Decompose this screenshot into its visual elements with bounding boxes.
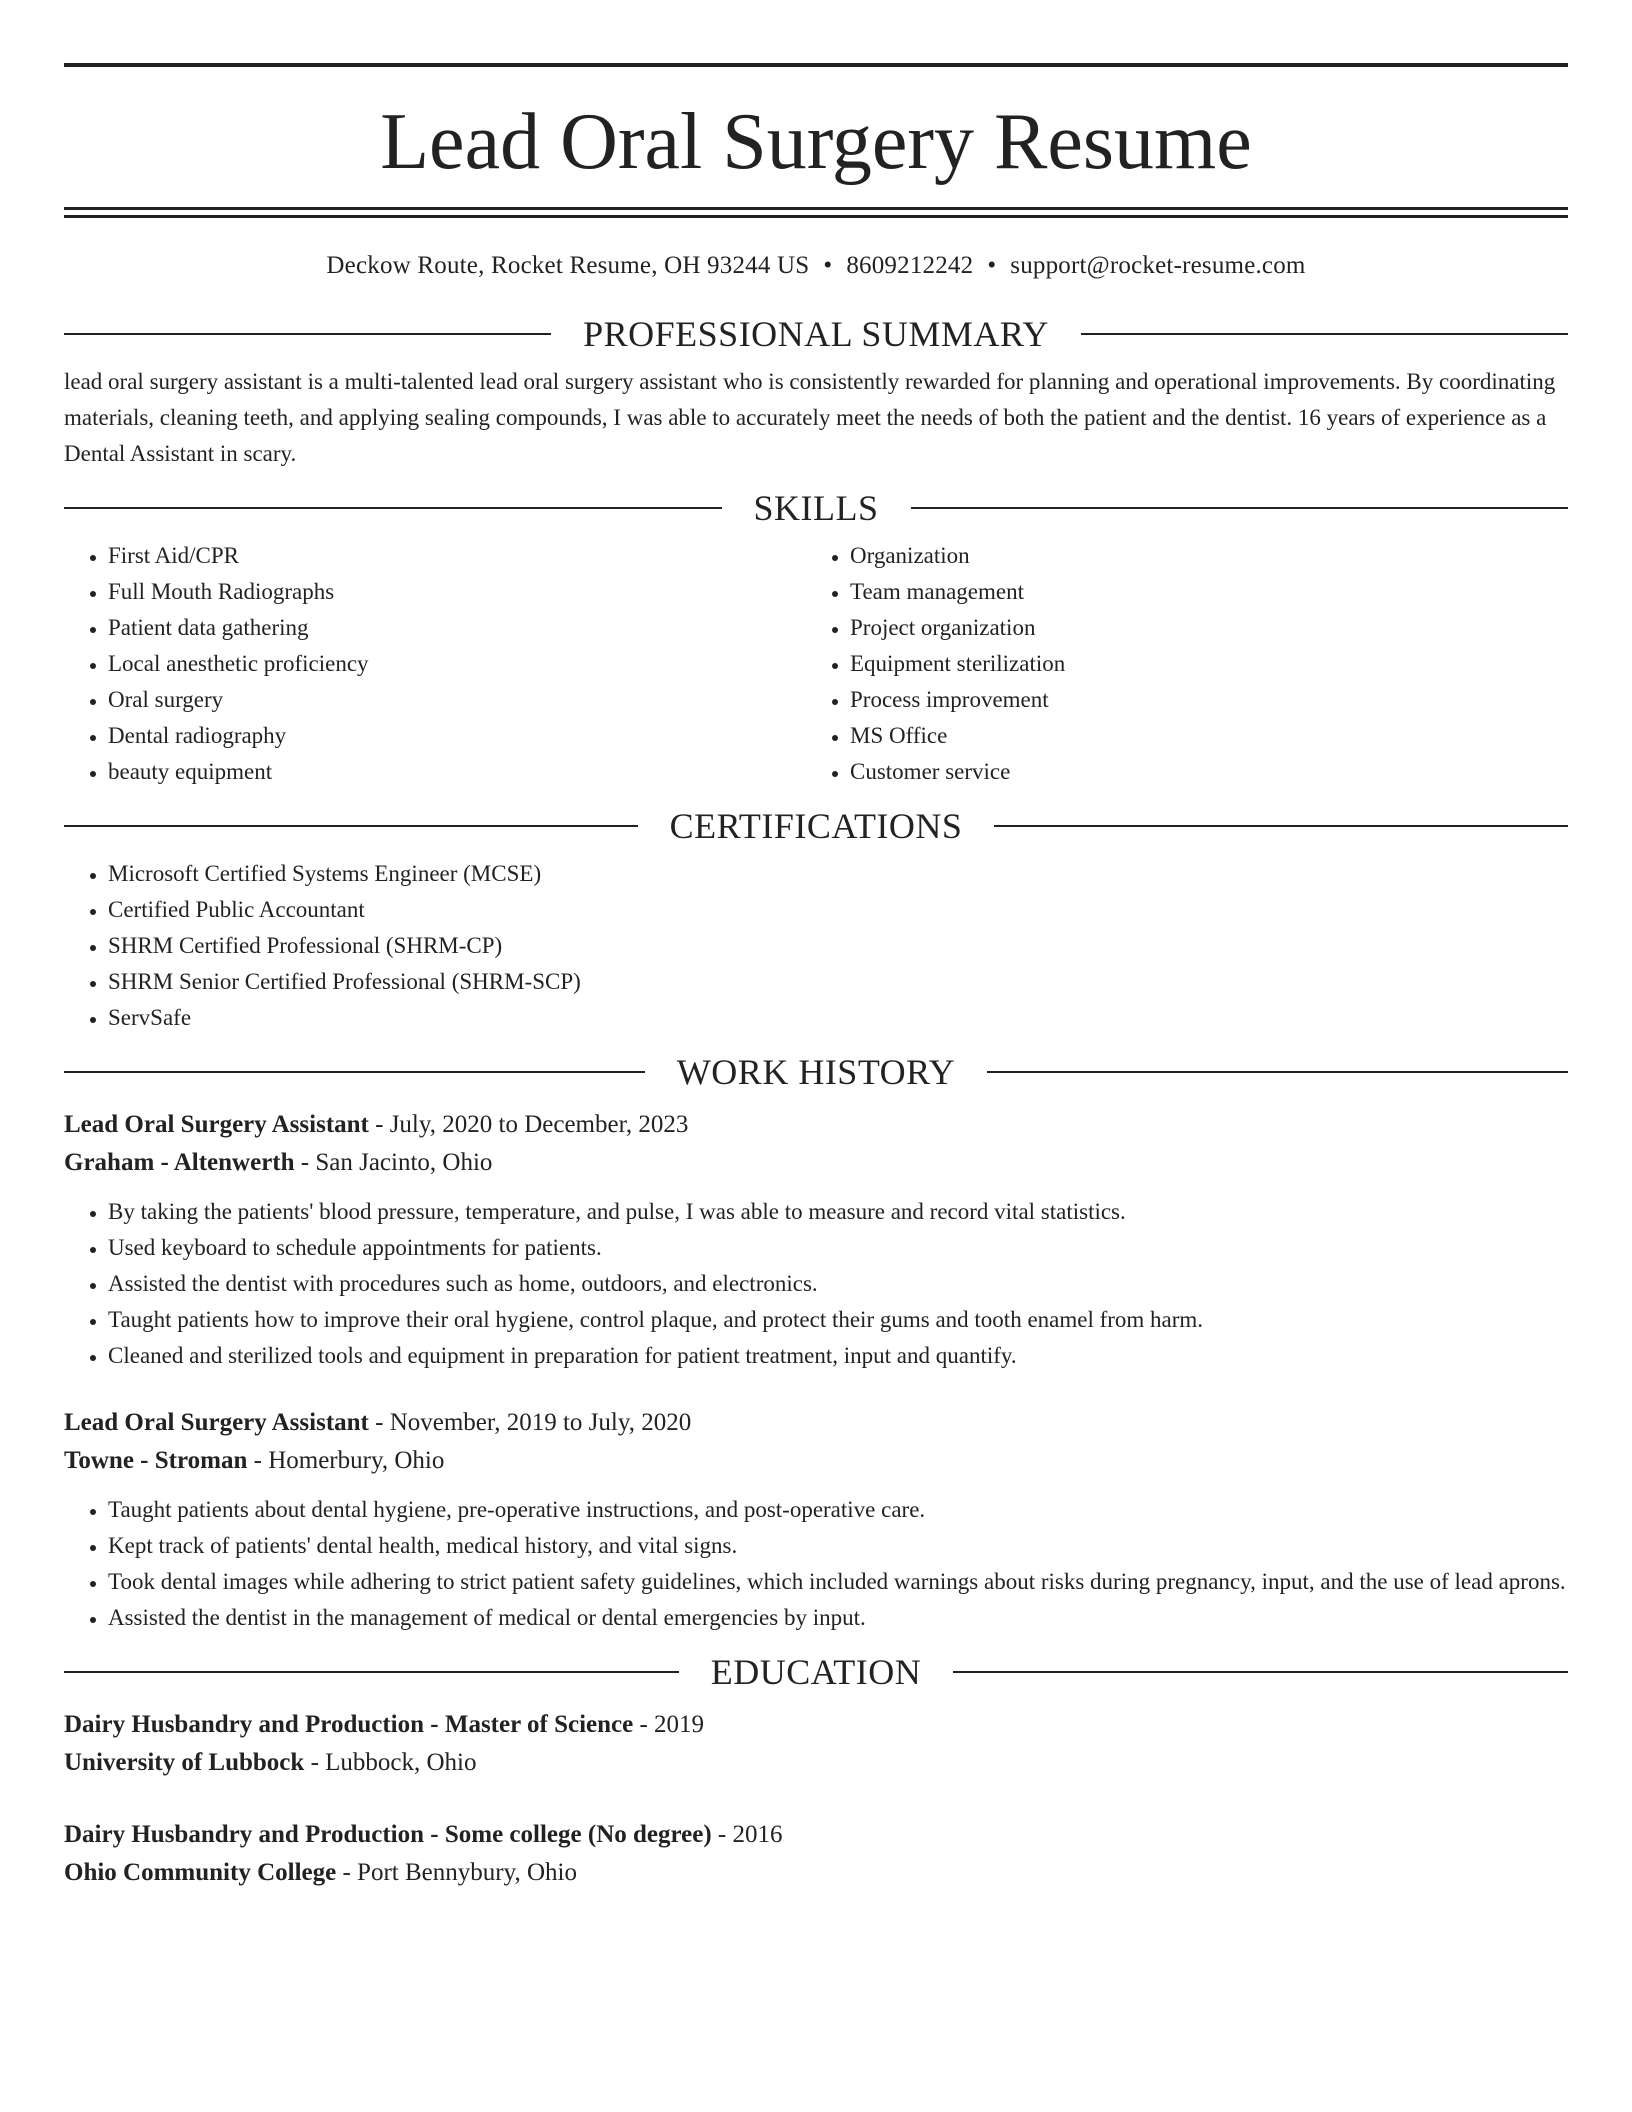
heading-rule: [987, 1071, 1568, 1073]
certification-item: • Microsoft Certified Systems Engineer (MCSE): [108, 856, 1568, 892]
job-bullet: • Cleaned and sterilized tools and equipment in preparation for patient treatment, input and quantify.: [108, 1338, 1568, 1374]
job-bullets: [64, 1194, 1568, 1374]
heading-rule: [64, 1671, 679, 1673]
job-company-line: [64, 1442, 1568, 1480]
heading-rule: [1081, 333, 1568, 335]
resume-page: [64, 63, 1568, 1892]
skill-item: • Customer service: [850, 754, 1548, 790]
contact-address: Deckow Route, Rocket Resume, OH 93244 US: [326, 252, 810, 279]
certification-item: • Certified Public Accountant: [108, 892, 1568, 928]
heading-rule: [953, 1671, 1568, 1673]
skill-item: • Process improvement: [850, 682, 1548, 718]
job-bullet: • Used keyboard to schedule appointments for patients.: [108, 1230, 1568, 1266]
education-school: University of Lubbock: [64, 1749, 305, 1776]
education-school-line: [64, 1744, 1568, 1782]
heading-rule: [64, 825, 638, 827]
contact-separator: •: [987, 252, 997, 279]
job-bullet: • Taught patients how to improve their oral hygiene, control plaque, and protect their gums and tooth enamel from harm.: [108, 1302, 1568, 1338]
education-degree-line: [64, 1706, 1568, 1744]
job-location: - San Jacinto, Ohio: [294, 1149, 493, 1176]
education-degree-line: [64, 1816, 1568, 1854]
skill-item: • beauty equipment: [108, 754, 806, 790]
job-bullet: • By taking the patients' blood pressure, temperature, and pulse, I was able to measure and record vital statistics.: [108, 1194, 1568, 1230]
certifications-list: [64, 856, 1568, 1036]
work-history-heading: [64, 1050, 1568, 1094]
skill-item: • Project organization: [850, 610, 1548, 646]
certification-item: • SHRM Senior Certified Professional (SHRM-SCP): [108, 964, 1568, 1000]
job-bullet: • Assisted the dentist in the management of medical or dental emergencies by input.: [108, 1600, 1568, 1636]
heading-rule: [64, 1071, 645, 1073]
contact-line: [64, 250, 1568, 282]
page-title: Lead Oral Surgery Resume: [380, 98, 1252, 186]
summary-heading: [64, 312, 1568, 356]
summary-text: lead oral surgery assistant is a multi-talented lead oral surgery assistant who is consistently rewarded for planning and operational improvements. By coordinating materials, cleaning teeth, and applying sealing compounds, I was able to accurately meet the needs of both the patient and the dentist. 16 years of experience as a Dental Assistant in scary.: [64, 369, 1556, 466]
heading-rule: [64, 333, 551, 335]
skill-item: • MS Office: [850, 718, 1548, 754]
education-location: - Port Bennybury, Ohio: [336, 1859, 577, 1886]
section-heading-label: EDUCATION: [710, 1652, 922, 1692]
job-title-line: [64, 1404, 1568, 1442]
skill-item: • Organization: [850, 538, 1548, 574]
job-title-line: [64, 1106, 1568, 1144]
education-year: - 2016: [711, 1821, 783, 1848]
education-entry: [64, 1816, 1568, 1892]
skills-column-right: [806, 538, 1548, 790]
education-school: Ohio Community College: [64, 1859, 337, 1886]
job-company: Graham - Altenwerth: [64, 1149, 295, 1176]
section-heading-label: WORK HISTORY: [676, 1052, 956, 1092]
skill-item: • Patient data gathering: [108, 610, 806, 646]
education-school-line: [64, 1854, 1568, 1892]
skill-item: • Local anesthetic proficiency: [108, 646, 806, 682]
title-double-rule: [64, 207, 1568, 218]
skills-heading: [64, 486, 1568, 530]
education-location: - Lubbock, Ohio: [304, 1749, 477, 1776]
certification-item: • ServSafe: [108, 1000, 1568, 1036]
certifications-heading: [64, 804, 1568, 848]
skills-list: [64, 538, 1568, 790]
education-heading: [64, 1650, 1568, 1694]
job-entry: [64, 1106, 1568, 1374]
job-dates: - July, 2020 to December, 2023: [368, 1111, 689, 1138]
certification-item: • SHRM Certified Professional (SHRM-CP): [108, 928, 1568, 964]
job-bullet: • Kept track of patients' dental health, medical history, and vital signs.: [108, 1528, 1568, 1564]
education-degree: Dairy Husbandry and Production - Some college (No degree): [64, 1821, 712, 1848]
job-dates: - November, 2019 to July, 2020: [368, 1409, 692, 1436]
skill-item: • Full Mouth Radiographs: [108, 574, 806, 610]
section-heading-label: CERTIFICATIONS: [669, 806, 963, 846]
job-title: Lead Oral Surgery Assistant: [64, 1111, 369, 1138]
skills-column-left: [64, 538, 806, 790]
top-rule: [64, 63, 1568, 67]
education-degree: Dairy Husbandry and Production - Master of Science: [64, 1711, 634, 1738]
job-entry: [64, 1404, 1568, 1636]
skill-item: • Team management: [850, 574, 1548, 610]
job-title: Lead Oral Surgery Assistant: [64, 1409, 369, 1436]
education-entry: [64, 1706, 1568, 1782]
heading-rule: [64, 507, 722, 509]
contact-phone: 8609212242: [846, 252, 974, 279]
job-location: - Homerbury, Ohio: [247, 1447, 445, 1474]
skill-item: • Dental radiography: [108, 718, 806, 754]
contact-separator: •: [823, 252, 833, 279]
contact-email: support@rocket-resume.com: [1010, 252, 1306, 279]
job-bullet: • Taught patients about dental hygiene, pre-operative instructions, and post-operative care.: [108, 1492, 1568, 1528]
heading-rule: [994, 825, 1568, 827]
job-company: Towne - Stroman: [64, 1447, 248, 1474]
heading-rule: [911, 507, 1569, 509]
job-bullet: • Assisted the dentist with procedures such as home, outdoors, and electronics.: [108, 1266, 1568, 1302]
section-heading-label: PROFESSIONAL SUMMARY: [583, 314, 1049, 354]
education-year: - 2019: [633, 1711, 705, 1738]
section-heading-label: SKILLS: [753, 488, 879, 528]
skill-item: • First Aid/CPR: [108, 538, 806, 574]
skill-item: • Equipment sterilization: [850, 646, 1548, 682]
job-bullet: • Took dental images while adhering to strict patient safety guidelines, which included warnings about risks during pregnancy, input, and the use of lead aprons.: [108, 1564, 1568, 1600]
job-company-line: [64, 1144, 1568, 1182]
skill-item: • Oral surgery: [108, 682, 806, 718]
job-bullets: [64, 1492, 1568, 1636]
